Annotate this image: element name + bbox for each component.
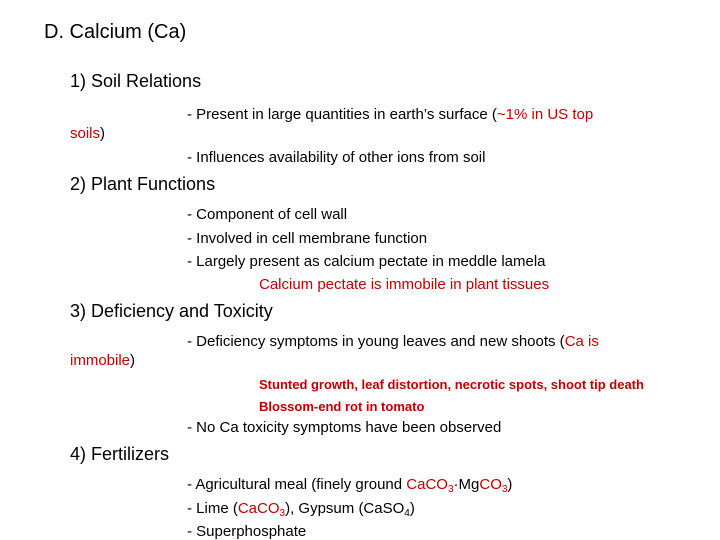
ca-is-text: Ca is (564, 333, 599, 350)
plant-line-3: - Largely present as calcium pectate in meddle lamela (187, 253, 546, 270)
plant-note: Calcium pectate is immobile in plant tissues (259, 276, 550, 293)
soil-percent-text: ~1% in US top (496, 106, 594, 123)
fertilizer-lime-gypsum (187, 500, 415, 517)
lime-text: - Lime ( (187, 500, 238, 517)
lime-formula (238, 500, 285, 517)
plant-line-2: - Involved in cell membrane function (187, 230, 428, 247)
ag-meal-text: - Agricultural meal (finely ground (187, 476, 407, 493)
section-heading-deficiency-toxicity: 3) Deficiency and Toxicity (70, 301, 273, 321)
soils-text: soils (70, 125, 101, 142)
deficiency-line-1-text: - Deficiency symptoms in young leaves and new shoots ( (187, 333, 565, 350)
soil-line-1-cont (70, 125, 105, 142)
soil-line-1-text: - Present in large quantities in earth’s surface ( (187, 106, 497, 123)
soil-line-1 (187, 106, 593, 123)
immobile-text: immobile (70, 352, 131, 369)
so4-formula (383, 500, 410, 517)
gypsum-text: ), Gypsum (Ca (285, 500, 383, 517)
section-heading-fertilizers: 4) Fertilizers (70, 444, 170, 464)
caco3-base: CaCO (406, 476, 448, 493)
middle-dot: · (453, 476, 459, 493)
so4-subscript: 4 (404, 508, 410, 519)
co3-subscript: 3 (501, 484, 508, 495)
co3-formula (479, 476, 507, 493)
deficiency-close-paren: ) (130, 352, 136, 369)
mg-text: Mg (458, 476, 480, 493)
co3-base: CO (479, 476, 502, 493)
deficiency-symptom-1: Stunted growth, leaf distortion, necrotic spots, shoot tip death (259, 377, 644, 392)
lime-formula-base: CaCO (237, 500, 280, 517)
deficiency-line-1-cont (70, 352, 135, 369)
so4-base: SO (382, 500, 405, 517)
caco3-subscript: 3 (447, 484, 454, 495)
deficiency-symptom-2: Blossom-end rot in tomato (259, 399, 425, 414)
ag-close-paren: ) (507, 476, 513, 493)
toxicity-line: - No Ca toxicity symptoms have been observed (187, 419, 502, 436)
caco3-formula (406, 476, 453, 493)
deficiency-line-1 (187, 333, 599, 350)
gypsum-close-paren: ) (409, 500, 415, 517)
lime-formula-subscript: 3 (279, 508, 286, 519)
soil-close-paren: ) (100, 125, 106, 142)
fertilizer-agricultural-meal (187, 476, 512, 493)
fertilizer-superphosphate: - Superphosphate (187, 523, 307, 540)
section-heading-soil-relations: 1) Soil Relations (70, 71, 202, 91)
section-heading-plant-functions: 2) Plant Functions (70, 174, 216, 194)
soil-line-2: - Influences availability of other ions from soil (187, 149, 486, 166)
page-title: D. Calcium (Ca) (44, 21, 187, 43)
plant-line-1: - Component of cell wall (187, 206, 348, 223)
